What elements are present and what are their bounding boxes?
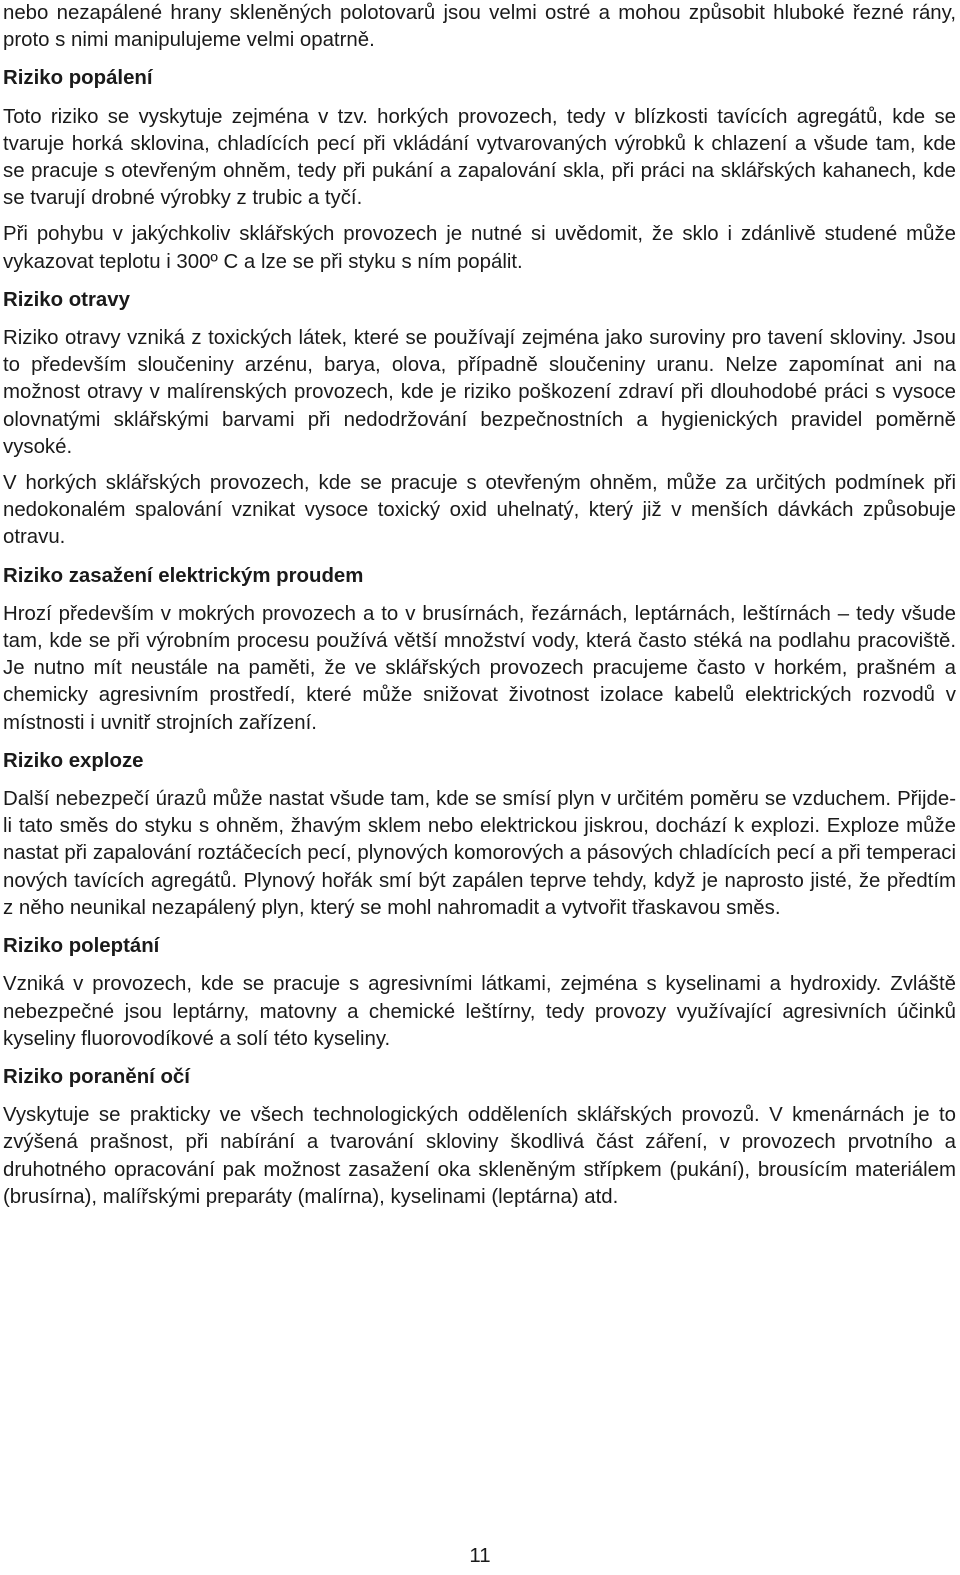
heading-riziko-zasazeni-proudem: Riziko zasažení elektrickým proudem <box>3 564 364 587</box>
heading-riziko-poleptani: Riziko poleptání <box>3 935 160 958</box>
paragraph-otravy-2: V horkých sklářských provozech, kde se pracuje s otevřeným ohněm, může za určitých podmínek při nedokonalém spalování vznikat vysoce toxický oxid uhelnatý, který již v menších dávkách způsobuje otravu. <box>3 472 956 549</box>
heading-riziko-exploze: Riziko exploze <box>3 749 144 772</box>
heading-riziko-otravy: Riziko otravy <box>3 288 130 311</box>
document-page <box>3 0 956 1211</box>
paragraph-poraneni-oci: Vyskytuje se prakticky ve všech technologických odděleních sklářských provozů. V kmenárnách je to zvýšená prašnost, při nabírání a tvarování skloviny škodlivá část záření, v provozech prvotního a druhotného opracování pak možnost zasažení oka skleněným střípkem (pukání), brousícím materiálem (brusírna), malířskými preparáty (malírna), kyselinami (leptárna) atd. <box>3 1104 956 1208</box>
paragraph-popaleni-2: Při pohybu v jakýchkoliv sklářských provozech je nutné si uvědomit, že sklo i zdánlivě studené může vykazovat teplotu i 300º C a lze se při styku s ním popálit. <box>3 223 956 273</box>
paragraph-poleptani: Vzniká v provozech, kde se pracuje s agresivními látkami, zejména s kyselinami a hydroxidy. Zvláště nebezpečné jsou leptárny, matovny a chemické leštírny, tedy provozy využívající agresivních účinků kyseliny fluorovodíkové a solí této kyseliny. <box>3 973 956 1050</box>
page-number: 11 <box>469 1545 491 1567</box>
heading-riziko-poraneni-oci: Riziko poranění očí <box>3 1065 190 1088</box>
heading-riziko-popaleni: Riziko popálení <box>3 67 153 90</box>
paragraph-continuation: nebo nezapálené hrany skleněných polotovarů jsou velmi ostré a mohou způsobit hluboké řezné rány, proto s nimi manipulujeme velmi opatrně. <box>3 2 956 52</box>
paragraph-otravy-1: Riziko otravy vzniká z toxických látek, které se používají zejména jako suroviny pro tavení skloviny. Jsou to především sloučeniny arzénu, barya, olova, případně sloučeniny uranu. Nelze zapomínat ani na možnost otravy v malírenských provozech, kde je riziko poškození zdraví při dlouhodobé práci s vysoce olovnatými sklářskými barvami při nedodržování bezpečnostních a hygienických pravidel poměrně vysoké. <box>3 327 956 458</box>
paragraph-popaleni-1: Toto riziko se vyskytuje zejména v tzv. horkých provozech, tedy v blízkosti tavících agregátů, kde se tvaruje horká sklovina, chladících pecí při vkládání vytvarovaných výrobků k chlazení a všude tam, kde se pracuje s otevřeným ohněm, tedy při pukání a zapalování skla, při práci na sklářských kahanech, kde se tvarují drobné výrobky z trubic a tyčí. <box>3 105 956 210</box>
paragraph-elektr: Hrozí především v mokrých provozech a to v brusírnách, řezárnách, leptárnách, leštírnách – tedy všude tam, kde se při výrobním procesu používá větší množství vody, která často stéká na podlahu pracoviště. Je nutno mít neustále na paměti, že ve sklářských provozech pracujeme často v horkém, prašném a chemicky agresivním prostředí, které může snižovat životnost izolace kabelů elektrických rozvodů v místnosti i uvnitř strojních zařízení. <box>3 602 956 734</box>
paragraph-exploze: Další nebezpečí úrazů může nastat všude tam, kde se smísí plyn v určitém poměru se vzduchem. Přijde-li tato směs do styku s ohněm, žhavým sklem nebo elektrickou jiskrou, dochází k explozi. Exploze může nastat při zapalování roztáčecích pecí, plynových komorových a pásových chladících pecí a při temperaci nových tavících agregátů. Plynový hořák smí být zapálen teprve tehdy, když je naprosto jisté, že předtím z něho neunikal nezapálený plyn, který se mohl nahromadit a vytvořit třaskavou směs. <box>3 788 956 919</box>
